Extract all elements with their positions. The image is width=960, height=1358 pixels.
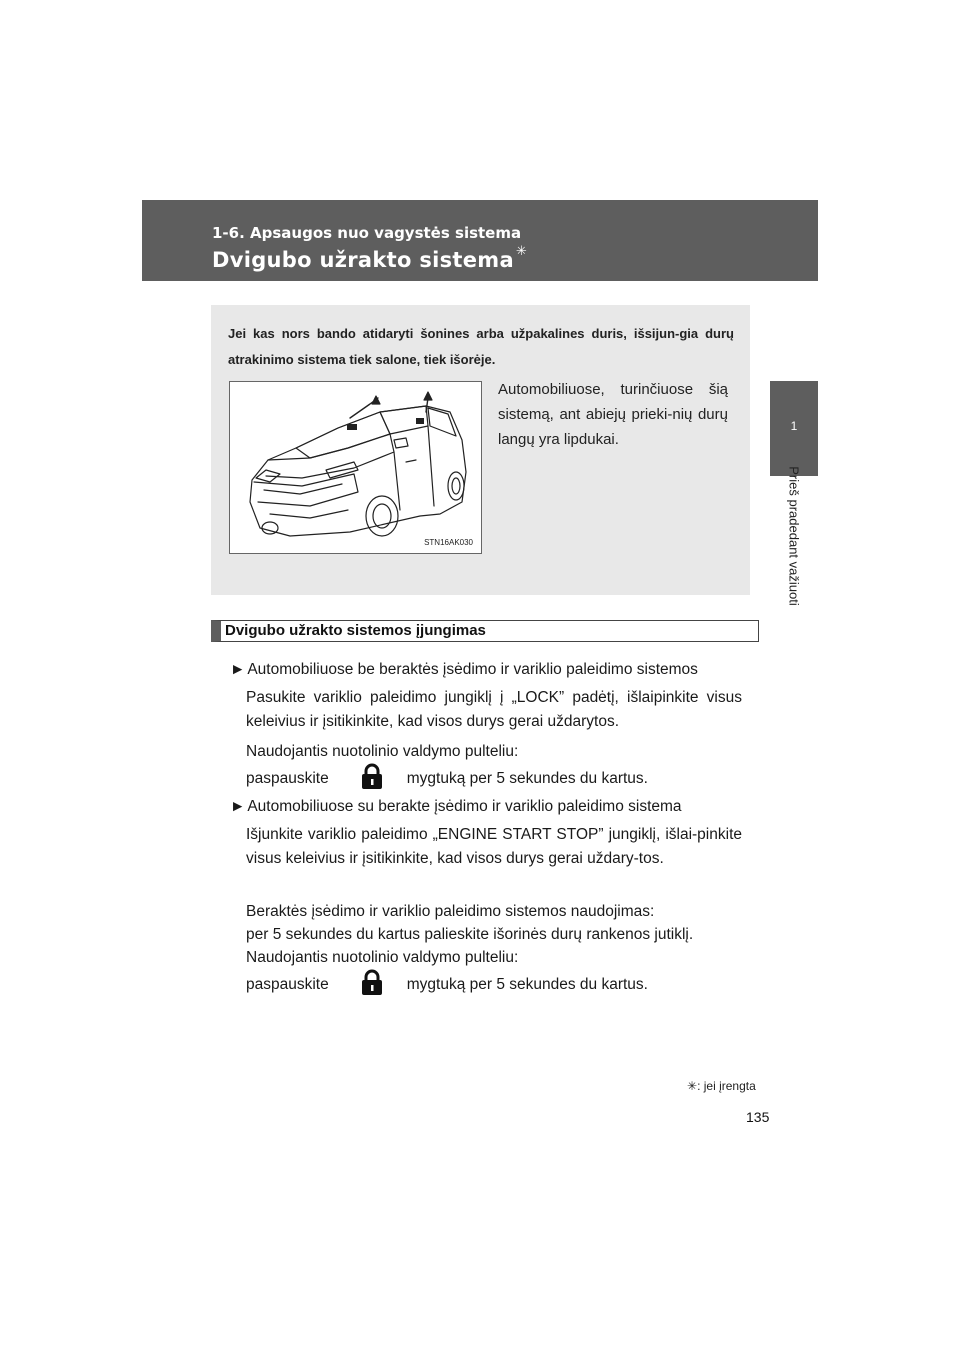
body-paragraph: per 5 sekundes du kartus palieskite išorinės durų rankenos jutiklį. [246,926,694,943]
info-lead-text: Jei kas nors bando atidaryti šonines arba užpakalines duris, išsijun-gia durų atrakinimo sistema tiek salone, tiek išorėje. [228,326,734,367]
bullet-item [230,795,750,819]
title-asterisk: ✳ [515,244,528,259]
car-illustration [229,381,482,554]
body-paragraph: Pasukite variklio paleidimo jungiklį į „LOCK” padėtį, išlaipinkite visus keleivius ir įsitikinkite, kad visos durys gerai uždarytos. [246,689,742,730]
info-side-text: Automobiliuose, turinčiuose šią sistemą, ant abiejų prieki-nių durų langų yra lipdukai. [498,381,728,448]
press-suffix: mygtuką per 5 sekundes du kartus. [406,770,648,787]
press-suffix: mygtuką per 5 sekundes du kartus. [406,976,648,993]
page-title [212,244,528,272]
page-number: 135 [746,1109,770,1125]
press-prefix: paspauskite [246,770,329,787]
info-box [211,305,750,595]
bullet-text: Automobiliuose be beraktės įsėdimo ir variklio paleidimo sistemos [247,661,698,678]
body-paragraph: Naudojantis nuotolinio valdymo pulteliu: [246,743,519,760]
press-prefix: paspauskite [246,976,329,993]
footnote-text: : jei įrengta [697,1079,756,1093]
chapter-title-vertical: Prieš pradedant važiuoti [786,466,802,606]
footnote [687,1079,756,1093]
instruction-line [246,969,746,997]
lock-icon [361,763,383,789]
section-label: 1-6. Apsaugos nuo vagystės sistema [212,224,522,242]
car-drawing [230,382,481,553]
body-paragraph: Naudojantis nuotolinio valdymo pulteliu: [246,949,519,966]
image-code: STN16AK030 [424,538,473,547]
page-title-text: Dvigubo užrakto sistema [212,248,514,272]
section-heading-text: Dvigubo užrakto sistemos įjungimas [225,622,486,639]
lock-icon [361,969,383,995]
bullet-item [230,658,750,682]
chapter-header [142,200,818,281]
bullet-marker: ► [230,798,246,815]
instruction-line [246,763,746,791]
section-heading [211,620,759,642]
bullet-text: Automobiliuose su berakte įsėdimo ir variklio paleidimo sistema [247,798,682,815]
chapter-number: 1 [790,419,798,433]
footnote-mark: ✳ [687,1079,698,1093]
body-paragraph: Išjunkite variklio paleidimo „ENGINE START STOP” jungiklį, išlai-pinkite visus keleivius ir įsitikinkite, kad visos durys gerai uždary-tos. [246,826,742,867]
chapter-tab [770,381,818,476]
body-paragraph: Beraktės įsėdimo ir variklio paleidimo sistemos naudojimas: [246,903,655,920]
bullet-marker: ► [230,661,246,678]
